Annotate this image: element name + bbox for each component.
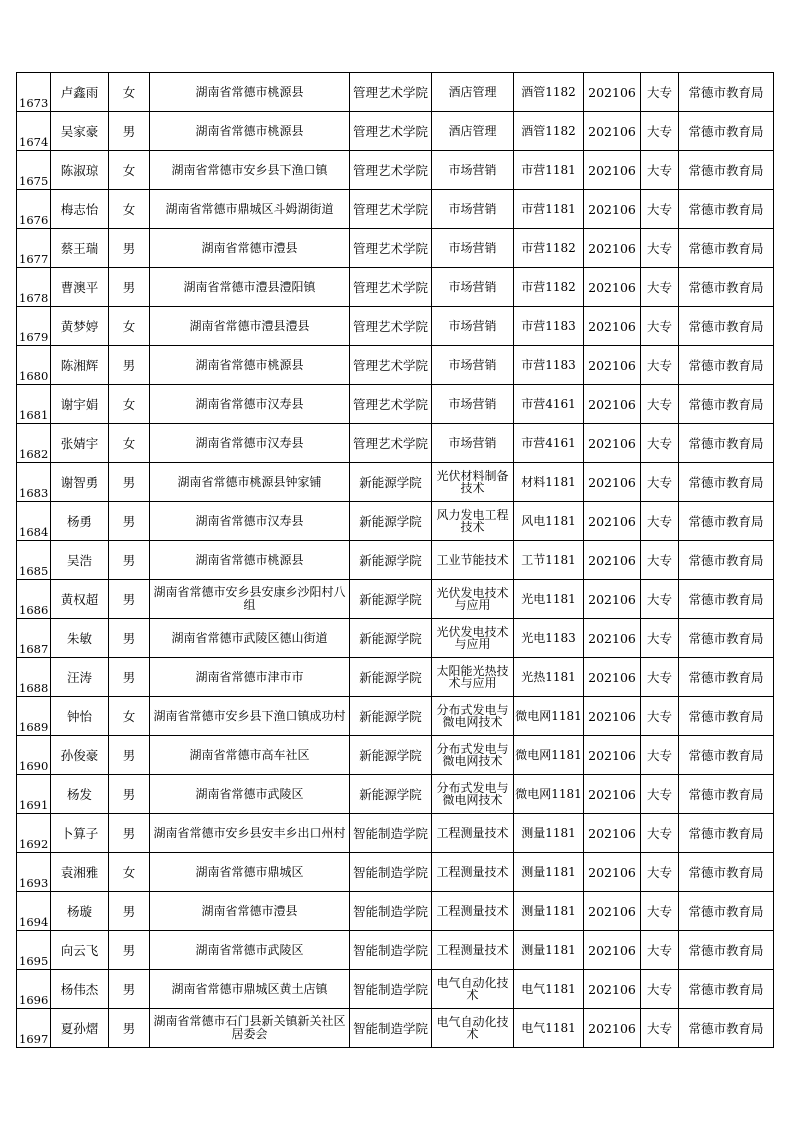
gender: 男 bbox=[109, 346, 150, 385]
graduation-date: 202106 bbox=[584, 229, 641, 268]
education-level: 大专 bbox=[641, 424, 679, 463]
home-address: 湖南省常德市鼎城区黄土店镇 bbox=[150, 970, 350, 1009]
department: 常德市教育局 bbox=[679, 151, 774, 190]
gender: 女 bbox=[109, 853, 150, 892]
graduation-date: 202106 bbox=[584, 736, 641, 775]
graduation-date: 202106 bbox=[584, 892, 641, 931]
table-row bbox=[17, 736, 774, 775]
class-name: 市营1182 bbox=[514, 229, 584, 268]
major: 工程测量技术 bbox=[432, 853, 514, 892]
table-row bbox=[17, 697, 774, 736]
department: 常德市教育局 bbox=[679, 697, 774, 736]
class-name: 测量1181 bbox=[514, 853, 584, 892]
college: 管理艺术学院 bbox=[350, 229, 432, 268]
department: 常德市教育局 bbox=[679, 970, 774, 1009]
class-name: 光热1181 bbox=[514, 658, 584, 697]
department: 常德市教育局 bbox=[679, 268, 774, 307]
college: 智能制造学院 bbox=[350, 970, 432, 1009]
college: 管理艺术学院 bbox=[350, 112, 432, 151]
class-name: 光电1183 bbox=[514, 619, 584, 658]
education-level: 大专 bbox=[641, 268, 679, 307]
major: 光伏材料制备技术 bbox=[432, 463, 514, 502]
gender: 女 bbox=[109, 424, 150, 463]
college: 管理艺术学院 bbox=[350, 307, 432, 346]
gender: 男 bbox=[109, 502, 150, 541]
graduation-date: 202106 bbox=[584, 619, 641, 658]
table-row bbox=[17, 385, 774, 424]
student-name: 梅志怡 bbox=[51, 190, 109, 229]
college: 管理艺术学院 bbox=[350, 73, 432, 112]
class-name: 市营1182 bbox=[514, 268, 584, 307]
home-address: 湖南省常德市桃源县 bbox=[150, 346, 350, 385]
graduation-date: 202106 bbox=[584, 73, 641, 112]
home-address: 湖南省常德市桃源县 bbox=[150, 112, 350, 151]
home-address: 湖南省常德市安乡县下渔口镇成功村 bbox=[150, 697, 350, 736]
table-row bbox=[17, 73, 774, 112]
table-row bbox=[17, 268, 774, 307]
table-row bbox=[17, 463, 774, 502]
home-address: 湖南省常德市桃源县 bbox=[150, 541, 350, 580]
student-name: 杨发 bbox=[51, 775, 109, 814]
gender: 男 bbox=[109, 970, 150, 1009]
education-level: 大专 bbox=[641, 346, 679, 385]
row-number: 1693 bbox=[17, 853, 51, 892]
student-name: 卢鑫雨 bbox=[51, 73, 109, 112]
row-number: 1690 bbox=[17, 736, 51, 775]
college: 新能源学院 bbox=[350, 541, 432, 580]
college: 智能制造学院 bbox=[350, 1009, 432, 1048]
row-number: 1685 bbox=[17, 541, 51, 580]
class-name: 市营1183 bbox=[514, 307, 584, 346]
major: 市场营销 bbox=[432, 307, 514, 346]
major: 工程测量技术 bbox=[432, 931, 514, 970]
graduation-date: 202106 bbox=[584, 502, 641, 541]
gender: 男 bbox=[109, 112, 150, 151]
row-number: 1679 bbox=[17, 307, 51, 346]
major: 太阳能光热技术与应用 bbox=[432, 658, 514, 697]
row-number: 1697 bbox=[17, 1009, 51, 1048]
major: 市场营销 bbox=[432, 190, 514, 229]
row-number: 1677 bbox=[17, 229, 51, 268]
department: 常德市教育局 bbox=[679, 112, 774, 151]
row-number: 1695 bbox=[17, 931, 51, 970]
student-name: 张婧宇 bbox=[51, 424, 109, 463]
education-level: 大专 bbox=[641, 892, 679, 931]
department: 常德市教育局 bbox=[679, 775, 774, 814]
table-row bbox=[17, 580, 774, 619]
department: 常德市教育局 bbox=[679, 736, 774, 775]
graduation-date: 202106 bbox=[584, 658, 641, 697]
college: 智能制造学院 bbox=[350, 814, 432, 853]
gender: 男 bbox=[109, 892, 150, 931]
education-level: 大专 bbox=[641, 580, 679, 619]
graduation-date: 202106 bbox=[584, 346, 641, 385]
row-number: 1691 bbox=[17, 775, 51, 814]
major: 市场营销 bbox=[432, 229, 514, 268]
college: 管理艺术学院 bbox=[350, 268, 432, 307]
home-address: 湖南省常德市石门县新关镇新关社区居委会 bbox=[150, 1009, 350, 1048]
student-list-sheet bbox=[16, 72, 774, 1048]
education-level: 大专 bbox=[641, 112, 679, 151]
graduation-date: 202106 bbox=[584, 697, 641, 736]
gender: 男 bbox=[109, 736, 150, 775]
college: 新能源学院 bbox=[350, 736, 432, 775]
graduation-date: 202106 bbox=[584, 385, 641, 424]
graduation-date: 202106 bbox=[584, 268, 641, 307]
table-row bbox=[17, 619, 774, 658]
department: 常德市教育局 bbox=[679, 385, 774, 424]
home-address: 湖南省常德市桃源县钟家铺 bbox=[150, 463, 350, 502]
gender: 男 bbox=[109, 229, 150, 268]
home-address: 湖南省常德市澧县 bbox=[150, 229, 350, 268]
department: 常德市教育局 bbox=[679, 424, 774, 463]
education-level: 大专 bbox=[641, 853, 679, 892]
table-row bbox=[17, 151, 774, 190]
graduation-date: 202106 bbox=[584, 112, 641, 151]
student-name: 钟怡 bbox=[51, 697, 109, 736]
major: 市场营销 bbox=[432, 346, 514, 385]
home-address: 湖南省常德市澧县 bbox=[150, 892, 350, 931]
education-level: 大专 bbox=[641, 931, 679, 970]
row-number: 1674 bbox=[17, 112, 51, 151]
student-name: 杨伟杰 bbox=[51, 970, 109, 1009]
class-name: 市营1181 bbox=[514, 151, 584, 190]
row-number: 1688 bbox=[17, 658, 51, 697]
table-row bbox=[17, 931, 774, 970]
department: 常德市教育局 bbox=[679, 229, 774, 268]
table-row bbox=[17, 1009, 774, 1048]
row-number: 1681 bbox=[17, 385, 51, 424]
department: 常德市教育局 bbox=[679, 814, 774, 853]
gender: 女 bbox=[109, 190, 150, 229]
home-address: 湖南省常德市安乡县下渔口镇 bbox=[150, 151, 350, 190]
college: 新能源学院 bbox=[350, 775, 432, 814]
gender: 男 bbox=[109, 931, 150, 970]
education-level: 大专 bbox=[641, 307, 679, 346]
class-name: 电气1181 bbox=[514, 970, 584, 1009]
graduation-date: 202106 bbox=[584, 931, 641, 970]
major: 酒店管理 bbox=[432, 112, 514, 151]
table-row bbox=[17, 853, 774, 892]
department: 常德市教育局 bbox=[679, 502, 774, 541]
row-number: 1675 bbox=[17, 151, 51, 190]
table-row bbox=[17, 190, 774, 229]
table-row bbox=[17, 814, 774, 853]
education-level: 大专 bbox=[641, 541, 679, 580]
college: 管理艺术学院 bbox=[350, 190, 432, 229]
education-level: 大专 bbox=[641, 463, 679, 502]
major: 电气自动化技术 bbox=[432, 1009, 514, 1048]
student-name: 袁湘雅 bbox=[51, 853, 109, 892]
home-address: 湖南省常德市津市市 bbox=[150, 658, 350, 697]
graduation-date: 202106 bbox=[584, 424, 641, 463]
home-address: 湖南省常德市汉寿县 bbox=[150, 502, 350, 541]
student-name: 曹澳平 bbox=[51, 268, 109, 307]
major: 工程测量技术 bbox=[432, 892, 514, 931]
college: 新能源学院 bbox=[350, 580, 432, 619]
major: 酒店管理 bbox=[432, 73, 514, 112]
class-name: 市营1181 bbox=[514, 190, 584, 229]
student-name: 吴浩 bbox=[51, 541, 109, 580]
gender: 女 bbox=[109, 73, 150, 112]
gender: 男 bbox=[109, 541, 150, 580]
education-level: 大专 bbox=[641, 502, 679, 541]
college: 管理艺术学院 bbox=[350, 385, 432, 424]
gender: 男 bbox=[109, 268, 150, 307]
education-level: 大专 bbox=[641, 385, 679, 424]
graduation-date: 202106 bbox=[584, 190, 641, 229]
home-address: 湖南省常德市鼎城区斗姆湖街道 bbox=[150, 190, 350, 229]
college: 智能制造学院 bbox=[350, 853, 432, 892]
major: 分布式发电与微电网技术 bbox=[432, 775, 514, 814]
graduation-date: 202106 bbox=[584, 814, 641, 853]
department: 常德市教育局 bbox=[679, 463, 774, 502]
graduation-date: 202106 bbox=[584, 1009, 641, 1048]
gender: 男 bbox=[109, 658, 150, 697]
gender: 女 bbox=[109, 151, 150, 190]
row-number: 1678 bbox=[17, 268, 51, 307]
student-name: 向云飞 bbox=[51, 931, 109, 970]
class-name: 测量1181 bbox=[514, 814, 584, 853]
student-name: 黄梦婷 bbox=[51, 307, 109, 346]
education-level: 大专 bbox=[641, 229, 679, 268]
student-name: 黄权超 bbox=[51, 580, 109, 619]
gender: 男 bbox=[109, 463, 150, 502]
graduation-date: 202106 bbox=[584, 463, 641, 502]
education-level: 大专 bbox=[641, 151, 679, 190]
education-level: 大专 bbox=[641, 190, 679, 229]
gender: 女 bbox=[109, 307, 150, 346]
student-name: 朱敏 bbox=[51, 619, 109, 658]
graduation-date: 202106 bbox=[584, 307, 641, 346]
major: 市场营销 bbox=[432, 385, 514, 424]
education-level: 大专 bbox=[641, 970, 679, 1009]
department: 常德市教育局 bbox=[679, 580, 774, 619]
row-number: 1680 bbox=[17, 346, 51, 385]
graduation-date: 202106 bbox=[584, 580, 641, 619]
major: 市场营销 bbox=[432, 424, 514, 463]
row-number: 1689 bbox=[17, 697, 51, 736]
college: 智能制造学院 bbox=[350, 892, 432, 931]
class-name: 测量1181 bbox=[514, 892, 584, 931]
student-table bbox=[16, 72, 774, 1048]
class-name: 测量1181 bbox=[514, 931, 584, 970]
table-row bbox=[17, 502, 774, 541]
college: 新能源学院 bbox=[350, 463, 432, 502]
gender: 男 bbox=[109, 775, 150, 814]
row-number: 1673 bbox=[17, 73, 51, 112]
college: 新能源学院 bbox=[350, 619, 432, 658]
table-row bbox=[17, 658, 774, 697]
college: 智能制造学院 bbox=[350, 931, 432, 970]
college: 管理艺术学院 bbox=[350, 424, 432, 463]
class-name: 微电网1181 bbox=[514, 736, 584, 775]
table-row bbox=[17, 307, 774, 346]
class-name: 电气1181 bbox=[514, 1009, 584, 1048]
gender: 男 bbox=[109, 619, 150, 658]
department: 常德市教育局 bbox=[679, 346, 774, 385]
table-row bbox=[17, 229, 774, 268]
department: 常德市教育局 bbox=[679, 190, 774, 229]
education-level: 大专 bbox=[641, 619, 679, 658]
table-row bbox=[17, 541, 774, 580]
major: 风力发电工程技术 bbox=[432, 502, 514, 541]
home-address: 湖南省常德市安乡县安丰乡出口州村 bbox=[150, 814, 350, 853]
class-name: 市营4161 bbox=[514, 424, 584, 463]
major: 工业节能技术 bbox=[432, 541, 514, 580]
student-name: 陈湘辉 bbox=[51, 346, 109, 385]
class-name: 材料1181 bbox=[514, 463, 584, 502]
gender: 男 bbox=[109, 814, 150, 853]
row-number: 1692 bbox=[17, 814, 51, 853]
home-address: 湖南省常德市桃源县 bbox=[150, 73, 350, 112]
department: 常德市教育局 bbox=[679, 658, 774, 697]
education-level: 大专 bbox=[641, 73, 679, 112]
home-address: 湖南省常德市武陵区德山街道 bbox=[150, 619, 350, 658]
major: 光伏发电技术与应用 bbox=[432, 580, 514, 619]
department: 常德市教育局 bbox=[679, 307, 774, 346]
class-name: 微电网1181 bbox=[514, 697, 584, 736]
student-name: 蔡王瑞 bbox=[51, 229, 109, 268]
major: 光伏发电技术与应用 bbox=[432, 619, 514, 658]
table-row bbox=[17, 424, 774, 463]
home-address: 湖南省常德市澧县澧县 bbox=[150, 307, 350, 346]
graduation-date: 202106 bbox=[584, 775, 641, 814]
major: 电气自动化技术 bbox=[432, 970, 514, 1009]
table-row bbox=[17, 775, 774, 814]
department: 常德市教育局 bbox=[679, 541, 774, 580]
class-name: 市营4161 bbox=[514, 385, 584, 424]
student-name: 谢宇娟 bbox=[51, 385, 109, 424]
class-name: 风电1181 bbox=[514, 502, 584, 541]
class-name: 市营1183 bbox=[514, 346, 584, 385]
class-name: 工节1181 bbox=[514, 541, 584, 580]
home-address: 湖南省常德市澧县澧阳镇 bbox=[150, 268, 350, 307]
row-number: 1684 bbox=[17, 502, 51, 541]
student-name: 卜算子 bbox=[51, 814, 109, 853]
table-row bbox=[17, 346, 774, 385]
student-name: 汪涛 bbox=[51, 658, 109, 697]
student-name: 陈淑琼 bbox=[51, 151, 109, 190]
row-number: 1683 bbox=[17, 463, 51, 502]
row-number: 1676 bbox=[17, 190, 51, 229]
table-row bbox=[17, 970, 774, 1009]
education-level: 大专 bbox=[641, 697, 679, 736]
department: 常德市教育局 bbox=[679, 853, 774, 892]
department: 常德市教育局 bbox=[679, 619, 774, 658]
education-level: 大专 bbox=[641, 775, 679, 814]
home-address: 湖南省常德市高车社区 bbox=[150, 736, 350, 775]
graduation-date: 202106 bbox=[584, 541, 641, 580]
major: 分布式发电与微电网技术 bbox=[432, 736, 514, 775]
education-level: 大专 bbox=[641, 814, 679, 853]
graduation-date: 202106 bbox=[584, 970, 641, 1009]
student-name: 夏孙熠 bbox=[51, 1009, 109, 1048]
college: 新能源学院 bbox=[350, 658, 432, 697]
row-number: 1696 bbox=[17, 970, 51, 1009]
student-name: 杨勇 bbox=[51, 502, 109, 541]
class-name: 酒管1182 bbox=[514, 73, 584, 112]
gender: 女 bbox=[109, 697, 150, 736]
student-name: 谢智勇 bbox=[51, 463, 109, 502]
education-level: 大专 bbox=[641, 658, 679, 697]
table-row bbox=[17, 892, 774, 931]
student-name: 孙俊豪 bbox=[51, 736, 109, 775]
class-name: 酒管1182 bbox=[514, 112, 584, 151]
home-address: 湖南省常德市汉寿县 bbox=[150, 385, 350, 424]
education-level: 大专 bbox=[641, 736, 679, 775]
class-name: 光电1181 bbox=[514, 580, 584, 619]
student-name: 杨璇 bbox=[51, 892, 109, 931]
college: 管理艺术学院 bbox=[350, 346, 432, 385]
department: 常德市教育局 bbox=[679, 73, 774, 112]
major: 工程测量技术 bbox=[432, 814, 514, 853]
department: 常德市教育局 bbox=[679, 892, 774, 931]
graduation-date: 202106 bbox=[584, 853, 641, 892]
student-name: 吴家豪 bbox=[51, 112, 109, 151]
gender: 男 bbox=[109, 1009, 150, 1048]
row-number: 1686 bbox=[17, 580, 51, 619]
department: 常德市教育局 bbox=[679, 1009, 774, 1048]
row-number: 1687 bbox=[17, 619, 51, 658]
home-address: 湖南省常德市武陵区 bbox=[150, 775, 350, 814]
home-address: 湖南省常德市鼎城区 bbox=[150, 853, 350, 892]
row-number: 1694 bbox=[17, 892, 51, 931]
education-level: 大专 bbox=[641, 1009, 679, 1048]
table-row bbox=[17, 112, 774, 151]
home-address: 湖南省常德市武陵区 bbox=[150, 931, 350, 970]
major: 市场营销 bbox=[432, 151, 514, 190]
row-number: 1682 bbox=[17, 424, 51, 463]
graduation-date: 202106 bbox=[584, 151, 641, 190]
gender: 男 bbox=[109, 580, 150, 619]
class-name: 微电网1181 bbox=[514, 775, 584, 814]
gender: 女 bbox=[109, 385, 150, 424]
college: 新能源学院 bbox=[350, 502, 432, 541]
department: 常德市教育局 bbox=[679, 931, 774, 970]
major: 分布式发电与微电网技术 bbox=[432, 697, 514, 736]
table-body bbox=[17, 73, 774, 1048]
college: 新能源学院 bbox=[350, 697, 432, 736]
college: 管理艺术学院 bbox=[350, 151, 432, 190]
home-address: 湖南省常德市安乡县安康乡沙阳村八组 bbox=[150, 580, 350, 619]
major: 市场营销 bbox=[432, 268, 514, 307]
home-address: 湖南省常德市汉寿县 bbox=[150, 424, 350, 463]
